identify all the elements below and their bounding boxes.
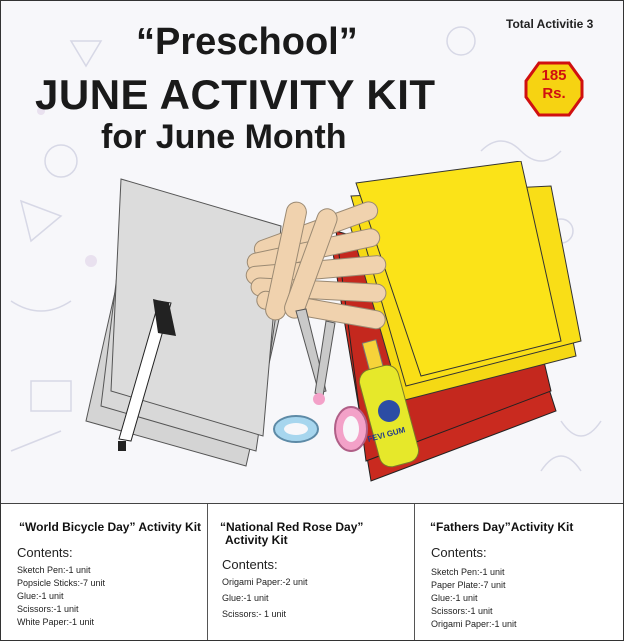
- kit-fathers-day: [414, 504, 623, 641]
- kit-title: [220, 521, 363, 547]
- list-item: Origami Paper:-1 unit: [431, 619, 517, 629]
- kit-contents-label: Contents:: [431, 545, 487, 560]
- kit-contents-label: Contents:: [17, 545, 73, 560]
- price-amount: 185: [541, 67, 567, 84]
- list-item: Sketch Pen:-1 unit: [431, 567, 505, 577]
- kit-items-illustration: [1, 161, 623, 501]
- list-item: Glue:-1 unit: [431, 593, 478, 603]
- kit-items-list: [17, 564, 105, 629]
- total-activities: Total Activitie 3: [506, 17, 594, 31]
- kits-section: [1, 503, 623, 641]
- kit-national-red-rose-day: [207, 504, 415, 641]
- list-item: Glue:-1 unit: [222, 593, 269, 603]
- kit-items-list: [431, 566, 517, 631]
- kit-world-bicycle-day: [1, 504, 207, 641]
- popsicle-sticks-icon: [245, 199, 386, 330]
- main-title: JUNE ACTIVITY KIT: [35, 71, 436, 118]
- list-item: White Paper:-1 unit: [17, 617, 95, 627]
- list-item: Popsicle Sticks:-7 unit: [17, 578, 106, 588]
- list-item: Scissors:-1 unit: [431, 606, 493, 616]
- price-currency: Rs.: [542, 85, 566, 102]
- subtitle: for June Month: [101, 118, 347, 156]
- kit-title-line: “National Red Rose Day”: [220, 520, 364, 534]
- kit-items-list: [222, 576, 308, 624]
- list-item: Glue:-1 unit: [17, 591, 64, 601]
- list-item: Scissors:- 1 unit: [222, 609, 287, 619]
- glue-bottle-label: FEVI GUM: [366, 425, 407, 444]
- list-item: Scissors:-1 unit: [17, 604, 79, 614]
- preschool-title: “Preschool”: [136, 21, 358, 63]
- list-item: Origami Paper:-2 unit: [222, 577, 308, 587]
- list-item: Sketch Pen:-1 unit: [17, 565, 91, 575]
- kit-title-line: Activity Kit: [225, 533, 288, 547]
- kit-contents-label: Contents:: [222, 557, 278, 572]
- kit-title: “Fathers Day”Activity Kit: [430, 520, 574, 534]
- list-item: Paper Plate:-7 unit: [431, 580, 506, 590]
- kit-title: “World Bicycle Day” Activity Kit: [19, 520, 202, 534]
- price-label: [524, 67, 584, 103]
- white-paper-stack-icon: [86, 179, 291, 466]
